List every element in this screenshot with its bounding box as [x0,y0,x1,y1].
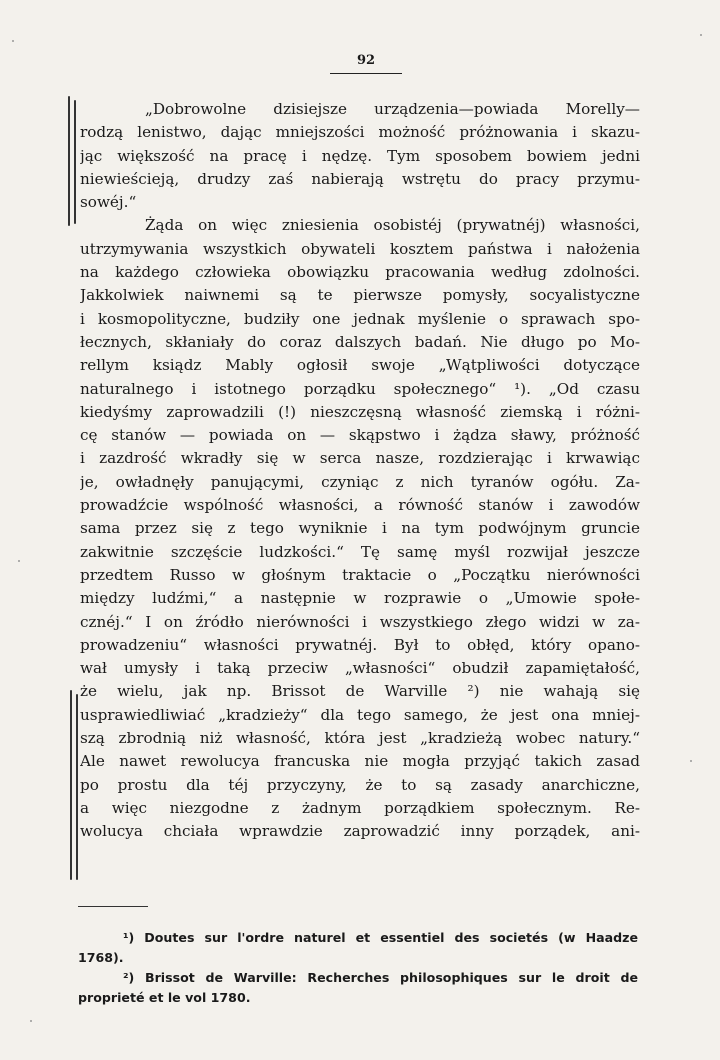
text-line: szą zbrodnią niż własność, która jest „kradzieżą wobec natury.“ [80,729,640,748]
text-line: rellym ksiądz Mably ogłosił swoje „Wątpliwości dotyczące [80,356,640,375]
footnote-line: proprieté et le vol 1780. [78,990,251,1005]
text-line: i kosmopolityczne, budziły one jednak myślenie o sprawach spo- [80,309,640,328]
margin-mark-left-3 [70,690,72,880]
text-line: a więc niezgodne z żadnym porządkiem społecznym. Re- [80,798,640,817]
margin-mark-left-2 [74,100,76,224]
footnotes [78,928,638,1008]
text-line: je, owładnęły panującymi, czyniąc z nich tyranów ogółu. Za- [80,472,640,491]
footnote-rule [78,906,148,907]
text-line: cznéj.“ I on źródło nierówności i wszystkiego złego widzi w za- [80,612,640,631]
margin-mark-left-1 [68,96,70,226]
text-line: i zazdrość wkradły się w serca nasze, rozdzierając i krwawiąc [80,449,640,468]
body-text [80,98,640,844]
scan-speck [30,1020,32,1022]
scan-speck [690,760,692,762]
page-number-rule [330,73,402,74]
text-line: łecznych, skłaniały do coraz dalszych badań. Nie długo po Mo- [80,332,640,351]
margin-mark-left-4 [76,694,78,880]
text-line: przedtem Russo w głośnym traktacie o „Początku nierówności [80,565,640,584]
text-line: sowéj.“ [80,193,137,212]
text-line: niewieścieją, drudzy zaś nabierają wstrętu do pracy przymu- [80,169,640,188]
text-line: cę stanów — powiada on — skąpstwo i żądza sławy, próżność [80,426,640,445]
scan-speck [700,34,702,36]
text-line: utrzymywania wszystkich obywateli kosztem państwa i nałożenia [80,239,640,258]
text-line: Żąda on więc zniesienia osobistéj (prywatnéj) własności, [145,216,640,235]
text-line: Jakkolwiek naiwnemi są te pierwsze pomysły, socyalistyczne [80,286,640,305]
text-line: wolucya chciała wprawdzie zaprowadzić inny porządek, ani- [80,822,640,841]
scan-speck [12,40,14,42]
text-line: „Dobrowolne dzisiejsze urządzenia—powiada Morelly— [145,100,640,118]
scan-speck [18,560,20,562]
text-line: prowadzeniu“ własności prywatnéj. Był to obłęd, który opano- [80,635,640,654]
text-line: jąc większość na pracę i nędzę. Tym sposobem bowiem jedni [80,146,640,165]
text-line: naturalnego i istotnego porządku społecznego“ ¹). „Od czasu [80,379,640,398]
text-line: wał umysły i taką przeciw „własności“ obudził zapamiętałość, [80,659,640,678]
footnote-line: 1768). [78,950,124,965]
footnote-line: ¹) Doutes sur l'ordre naturel et essentiel des societés (w Haadze [123,930,638,945]
text-line: na każdego człowieka obowiązku pracowania według zdolności. [80,263,640,282]
text-line: że wielu, jak np. Brissot de Warville ²) nie wahają się [80,682,640,701]
text-line: rodzą lenistwo, dając mniejszości możność próżnowania i skazu- [80,123,640,142]
text-line: sama przez się z tego wyniknie i na tym podwójnym gruncie [80,519,640,538]
text-line: między ludźmi,“ a następnie w rozprawie o „Umowie społe- [80,589,640,608]
page-number: 92 [356,53,376,68]
text-line: po prostu dla téj przyczyny, że to są zasady anarchiczne, [80,775,640,794]
text-line: kiedyśmy zaprowadzili (!) nieszczęsną własność ziemską i różni- [80,402,640,421]
text-line: prowadźcie wspólność własności, a równość stanów i zawodów [80,496,640,515]
text-line: zakwitnie szczęście ludzkości.“ Tę samę myśl rozwijał jeszcze [80,542,640,561]
text-line: usprawiedliwiać „kradzieży“ dla tego samego, że jest ona mniej- [80,705,640,724]
footnote-line: ²) Brissot de Warville: Recherches philosophiques sur le droit de [123,970,638,985]
text-line: Ale nawet rewolucya francuska nie mogła przyjąć takich zasad [80,752,640,771]
